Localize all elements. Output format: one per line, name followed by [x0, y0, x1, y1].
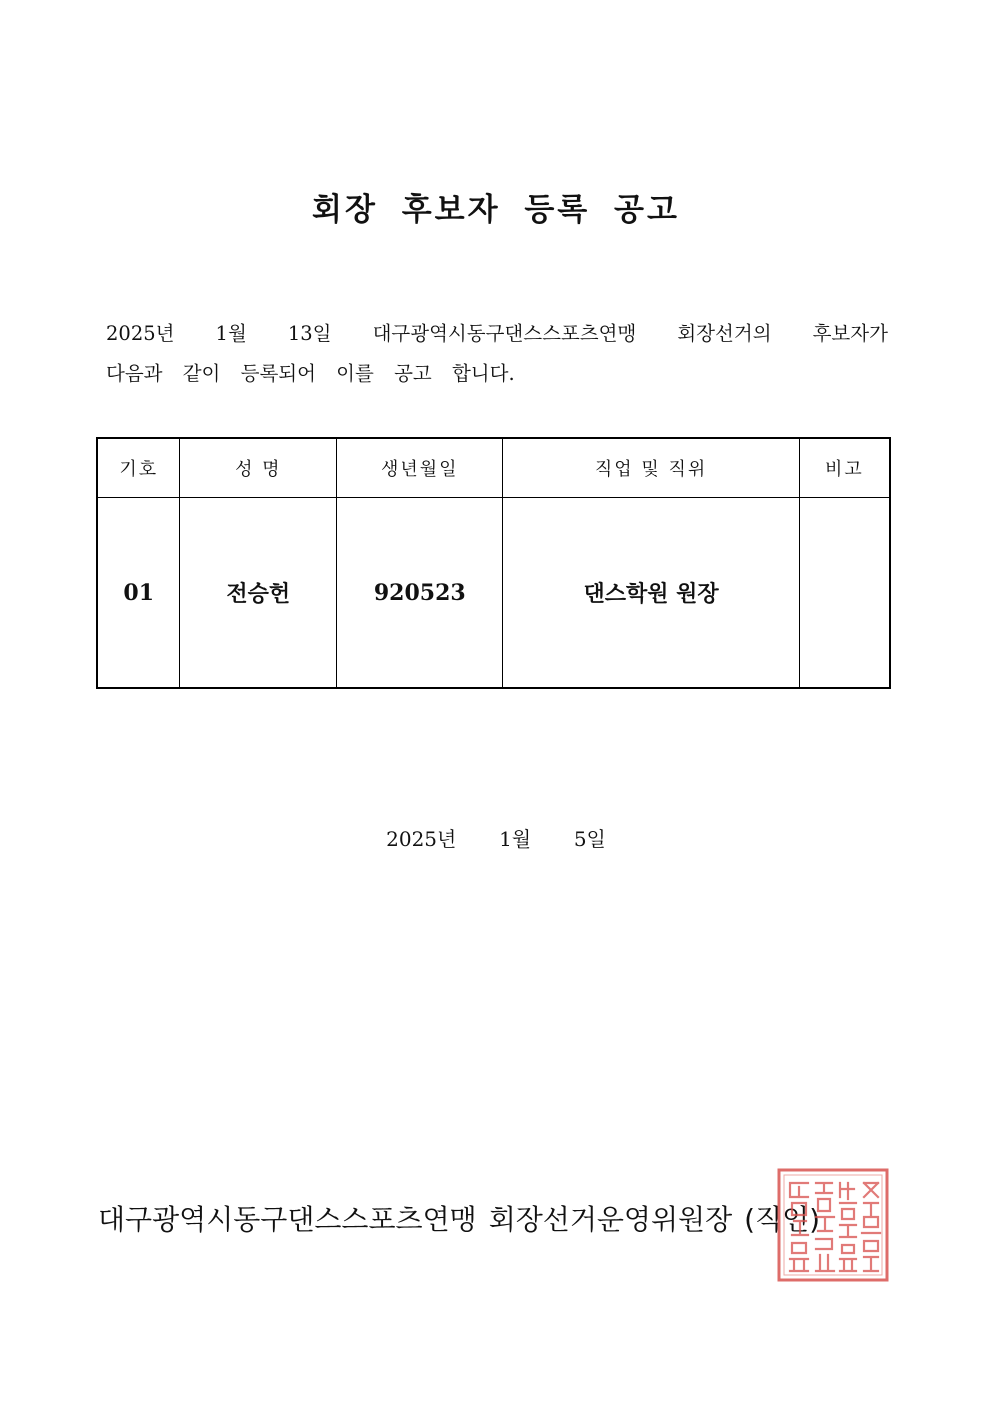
intro-word: 이를 — [336, 362, 374, 385]
intro-word: 회장선거의 — [677, 322, 772, 345]
header-name: 성 명 — [180, 438, 337, 498]
intro-word: 1월 — [215, 322, 247, 345]
intro-word: 공고 — [394, 362, 432, 385]
date-day: 5일 — [573, 827, 606, 851]
date-year: 2025년 — [386, 827, 457, 851]
signature-organization: 대구광역시동구댄스스포츠연맹 — [98, 1203, 477, 1236]
intro-line-1 — [106, 314, 888, 354]
signature-seal-mark: (직인) — [744, 1203, 821, 1236]
intro-word: 2025년 — [106, 322, 175, 345]
seal-icon — [776, 1167, 890, 1283]
intro-word: 합니다. — [451, 362, 515, 385]
table-header — [97, 438, 890, 498]
official-seal-stamp — [776, 1167, 890, 1283]
table-row — [97, 498, 890, 689]
cell-number: 01 — [97, 498, 180, 689]
table-header-row — [97, 438, 890, 498]
intro-word: 다음과 — [106, 362, 163, 385]
cell-name: 전승헌 — [180, 498, 337, 689]
cell-occupation: 댄스학원 원장 — [503, 498, 799, 689]
header-occupation: 직업 및 직위 — [503, 438, 799, 498]
intro-word: 13일 — [287, 322, 332, 345]
intro-word: 후보자가 — [812, 322, 888, 345]
intro-paragraph — [106, 314, 888, 394]
intro-word: 대구광역시동구댄스스포츠연맹 — [372, 322, 637, 345]
date-month: 1월 — [499, 827, 532, 851]
signature-position: 회장선거운영위원장 — [488, 1203, 733, 1236]
intro-line-2 — [106, 354, 888, 394]
header-number: 기호 — [97, 438, 180, 498]
intro-word: 등록되어 — [240, 362, 316, 385]
signature-line — [98, 1198, 820, 1238]
intro-word: 같이 — [182, 362, 221, 385]
cell-birthdate: 920523 — [337, 498, 503, 689]
header-birthdate: 생년월일 — [337, 438, 503, 498]
candidate-table — [96, 437, 891, 689]
document-title: 회장 후보자 등록 공고 — [312, 192, 680, 228]
header-note: 비고 — [799, 438, 890, 498]
table-body — [97, 498, 890, 689]
cell-note — [799, 498, 890, 689]
announcement-date — [0, 823, 992, 852]
